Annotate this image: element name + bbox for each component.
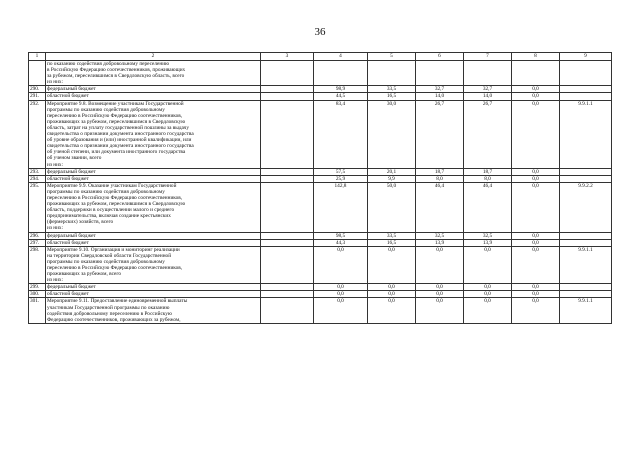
description-line: по оказанию содействия добровольному переселению: [47, 61, 170, 67]
description-line: участникам Государственной программы по оказанию: [47, 304, 170, 311]
description-line: на территории Свердловской области Государственной: [47, 252, 172, 259]
header-cell: 4: [314, 53, 368, 61]
description-line: Федерацию соотечественников, проживающих за рубежом,: [47, 316, 181, 323]
value-cell-c6: 13,9: [416, 239, 464, 246]
column-3-cell: [261, 291, 314, 298]
value-cell-c9: 9.9.1.1: [560, 298, 612, 323]
value-cell-c7: 0,0: [464, 284, 512, 291]
value-cell-c5: 20,1: [368, 168, 416, 175]
header-cell: 5: [368, 53, 416, 61]
table-row: [29, 232, 612, 239]
column-3-cell: [261, 246, 314, 284]
value-cell-c6: 8,0: [416, 175, 464, 182]
description-line: федеральный бюджет: [47, 168, 96, 175]
description-line: федеральный бюджет: [47, 232, 96, 239]
column-3-cell: [261, 232, 314, 239]
description-line: проживающих за рубежом, переселившимся в Свердловскую: [47, 118, 186, 125]
value-cell-c9: [560, 168, 612, 175]
budget-table: [28, 52, 612, 324]
value-cell-c4: [314, 61, 368, 86]
description-cell: [46, 246, 261, 284]
table-row: [29, 291, 612, 298]
description-line: свидетельства о признании документа иностранного государства: [47, 131, 194, 138]
column-3-cell: [261, 93, 314, 100]
value-cell-c7: 46,4: [464, 182, 512, 232]
header-cell: 7: [464, 53, 512, 61]
value-cell-c5: 50,0: [368, 182, 416, 232]
header-cell: 9: [560, 53, 612, 61]
value-cell-c7: 32,5: [464, 232, 512, 239]
value-cell-c8: 0,0: [512, 93, 560, 100]
table-row: [29, 284, 612, 291]
value-cell-c6: 46,4: [416, 182, 464, 232]
description-line: об уровне образования и (или) иностранной квалификации, или: [47, 137, 192, 144]
header-cell: 8: [512, 53, 560, 61]
description-cell: [46, 182, 261, 232]
row-number-cell: 295.: [29, 182, 46, 232]
description-line: из них:: [47, 277, 64, 284]
value-cell-c7: 26,7: [464, 100, 512, 168]
value-cell-c9: [560, 291, 612, 298]
row-number-cell: 293.: [29, 168, 46, 175]
row-number-cell: 297.: [29, 239, 46, 246]
value-cell-c7: 13,9: [464, 239, 512, 246]
table-row: [29, 100, 612, 168]
description-line: (фермерских) хозяйств, всего: [47, 219, 114, 226]
description-line: переселению в Российскую Федерацию соотечественников,: [47, 265, 183, 271]
table-row: [29, 168, 612, 175]
value-cell-c6: 0,0: [416, 291, 464, 298]
value-cell-c7: 18,7: [464, 168, 512, 175]
description-line: Мероприятие 9.11. Предоставление единовременной выплаты: [47, 298, 188, 305]
value-cell-c5: 33,5: [368, 86, 416, 93]
value-cell-c9: 9.9.2.2: [560, 182, 612, 232]
value-cell-c6: 26,7: [416, 100, 464, 168]
value-cell-c8: 0,0: [512, 284, 560, 291]
description-cell: [46, 168, 261, 175]
row-number-cell: 298.: [29, 246, 46, 284]
column-3-cell: [261, 61, 314, 86]
value-cell-c5: 0,0: [368, 284, 416, 291]
description-line: об ученой степени, или документа иностранного государства: [47, 149, 186, 156]
value-cell-c7: 14,0: [464, 93, 512, 100]
value-cell-c8: 0,0: [512, 86, 560, 93]
value-cell-c4: 98,5: [314, 232, 368, 239]
description-line: свидетельства о признании документа иностранного государства: [47, 143, 194, 150]
value-cell-c5: 30,0: [368, 100, 416, 168]
table-row: [29, 86, 612, 93]
value-cell-c4: 83,4: [314, 100, 368, 168]
header-cell: 3: [261, 53, 314, 61]
value-cell-c8: 0,0: [512, 298, 560, 323]
value-cell-c6: 32,5: [416, 232, 464, 239]
column-3-cell: [261, 175, 314, 182]
description-line: Мероприятие 9.9. Оказание участникам Государственной: [47, 182, 177, 189]
description-line: областной бюджет: [47, 175, 89, 182]
description-cell: [46, 291, 261, 298]
value-cell-c4: 0,0: [314, 298, 368, 323]
description-line: областной бюджет: [47, 291, 89, 298]
table-row: [29, 239, 612, 246]
value-cell-c5: 0,0: [368, 291, 416, 298]
value-cell-c9: [560, 175, 612, 182]
value-cell-c5: 33,5: [368, 232, 416, 239]
value-cell-c8: [512, 61, 560, 86]
value-cell-c6: 18,7: [416, 168, 464, 175]
value-cell-c6: 32,7: [416, 86, 464, 93]
value-cell-c8: 0,0: [512, 232, 560, 239]
value-cell-c9: [560, 239, 612, 246]
value-cell-c4: 44,5: [314, 93, 368, 100]
value-cell-c7: 8,0: [464, 175, 512, 182]
row-number-cell: [29, 61, 46, 86]
value-cell-c8: 0,0: [512, 168, 560, 175]
column-3-cell: [261, 168, 314, 175]
description-cell: [46, 239, 261, 246]
description-line: область, затрат на уплату государственной пошлины за выдачу: [47, 124, 189, 131]
value-cell-c4: 142,8: [314, 182, 368, 232]
table-row: [29, 182, 612, 232]
description-line: за рубежом, переселившимся в Свердловскую область, всего: [47, 73, 185, 80]
value-cell-c8: 0,0: [512, 182, 560, 232]
value-cell-c4: 0,0: [314, 284, 368, 291]
description-cell: [46, 284, 261, 291]
description-cell: [46, 175, 261, 182]
description-line: Мероприятие 9.10. Организация и мониторинг реализации: [47, 246, 180, 253]
value-cell-c4: 0,0: [314, 291, 368, 298]
description-line: из них:: [47, 161, 64, 168]
description-line: область, поддержки в осуществлении малого и среднего: [47, 207, 175, 214]
value-cell-c5: 0,0: [368, 298, 416, 323]
row-number-cell: 294.: [29, 175, 46, 182]
row-number-cell: 300.: [29, 291, 46, 298]
column-3-cell: [261, 239, 314, 246]
value-cell-c6: 14,0: [416, 93, 464, 100]
value-cell-c9: [560, 93, 612, 100]
description-line: областной бюджет: [47, 93, 89, 100]
description-line: областной бюджет: [47, 239, 89, 246]
row-number-cell: 296.: [29, 232, 46, 239]
description-line: переселению в Российскую Федерацию соотечественников,: [47, 112, 183, 119]
row-number-cell: 291.: [29, 93, 46, 100]
value-cell-c8: 0,0: [512, 175, 560, 182]
value-cell-c4: 0,0: [314, 246, 368, 284]
value-cell-c9: 9.9.1.1: [560, 246, 612, 284]
row-number-cell: 290.: [29, 86, 46, 93]
value-cell-c6: 0,0: [416, 298, 464, 323]
value-cell-c9: [560, 284, 612, 291]
description-line: федеральный бюджет: [47, 284, 96, 291]
page-number: 36: [314, 26, 326, 38]
value-cell-c7: 0,0: [464, 298, 512, 323]
value-cell-c4: 98,9: [314, 86, 368, 93]
description-line: Мероприятие 9.8. Возмещение участникам Государственной: [47, 100, 184, 107]
table-row: [29, 61, 612, 86]
value-cell-c8: 0,0: [512, 246, 560, 284]
column-3-cell: [261, 86, 314, 93]
value-cell-c7: 32,7: [464, 86, 512, 93]
value-cell-c9: 9.9.1.1: [560, 100, 612, 168]
value-cell-c6: 0,0: [416, 284, 464, 291]
table-row: [29, 175, 612, 182]
value-cell-c8: 0,0: [512, 100, 560, 168]
value-cell-c8: 0,0: [512, 239, 560, 246]
value-cell-c9: [560, 86, 612, 93]
table-row: [29, 93, 612, 100]
row-number-cell: 301.: [29, 298, 46, 323]
table-header-row: [29, 53, 612, 61]
value-cell-c5: 16,5: [368, 93, 416, 100]
value-cell-c8: 0,0: [512, 291, 560, 298]
description-cell: [46, 61, 261, 86]
value-cell-c5: 0,0: [368, 246, 416, 284]
table-row: [29, 246, 612, 284]
description-line: об ученом звании, всего: [47, 155, 102, 162]
value-cell-c9: [560, 232, 612, 239]
column-3-cell: [261, 298, 314, 323]
column-3-cell: [261, 100, 314, 168]
table-row: [29, 298, 612, 323]
row-number-cell: 292.: [29, 100, 46, 168]
value-cell-c4: 44,3: [314, 239, 368, 246]
description-line: из них:: [47, 225, 64, 232]
value-cell-c7: [464, 61, 512, 86]
column-3-cell: [261, 182, 314, 232]
value-cell-c5: 16,5: [368, 239, 416, 246]
description-cell: [46, 298, 261, 323]
header-cell: 2: [46, 53, 261, 61]
header-cell: 1: [29, 53, 46, 61]
description-line: программы по оказанию содействия добровольному: [47, 188, 165, 195]
value-cell-c7: 0,0: [464, 246, 512, 284]
description-line: проживающих за рубежом, всего: [47, 271, 122, 278]
header-cell: 6: [416, 53, 464, 61]
row-number-cell: 299.: [29, 284, 46, 291]
value-cell-c4: 57,5: [314, 168, 368, 175]
description-cell: [46, 93, 261, 100]
description-line: программы по оказанию содействия добровольному: [47, 106, 165, 113]
description-cell: [46, 86, 261, 93]
value-cell-c7: 0,0: [464, 291, 512, 298]
description-cell: [46, 100, 261, 168]
value-cell-c5: 9,9: [368, 175, 416, 182]
description-line: федеральный бюджет: [47, 86, 96, 93]
value-cell-c5: [368, 61, 416, 86]
column-3-cell: [261, 284, 314, 291]
description-line: из них:: [47, 79, 64, 86]
description-line: в Российскую Федерацию соотечественников, проживающих: [47, 67, 186, 74]
value-cell-c6: 0,0: [416, 246, 464, 284]
value-cell-c6: [416, 61, 464, 86]
description-line: проживающих за рубежом, переселившимся в Свердловскую: [47, 201, 186, 208]
description-line: программы по оказанию содействия добровольному: [47, 258, 165, 265]
description-cell: [46, 232, 261, 239]
value-cell-c9: [560, 61, 612, 86]
description-line: предпринимательства, включая создание крестьянских: [47, 213, 171, 220]
description-line: переселению в Российскую Федерацию соотечественников,: [47, 194, 183, 201]
description-line: содействия добровольному переселению в Российскую: [47, 310, 172, 317]
value-cell-c4: 25,9: [314, 175, 368, 182]
